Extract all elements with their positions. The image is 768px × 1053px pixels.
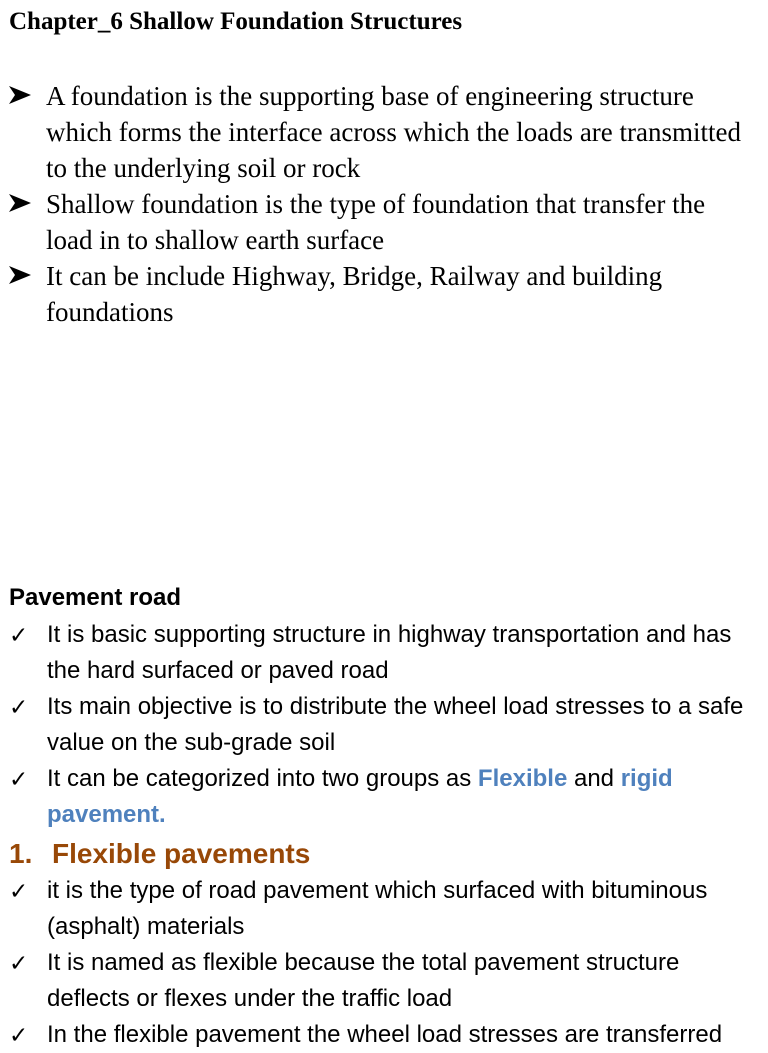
list-item <box>9 761 759 833</box>
list-item <box>8 186 758 258</box>
arrow-bullet-icon <box>8 258 38 294</box>
list-item-text: In the flexible pavement the wheel load stresses are transferred <box>47 1021 723 1048</box>
arrow-bullet-icon <box>8 78 38 114</box>
list-item <box>8 258 758 330</box>
list-item <box>9 945 759 1017</box>
list-item-text: A foundation is the supporting base of engineering structure which forms the interface across which the loads are transmitted to the underlying soil or rock <box>46 81 741 183</box>
list-item <box>9 1017 759 1053</box>
list-item <box>8 78 758 186</box>
arrow-bullet-icon <box>8 186 38 222</box>
pavement-section <box>9 580 759 1053</box>
list-item <box>9 873 759 945</box>
list-item-text: Its main objective is to distribute the wheel load stresses to a safe value on the sub-grade soil <box>47 693 744 756</box>
list-item-text: Shallow foundation is the type of foundation that transfer the load in to shallow earth surface <box>46 189 706 255</box>
intro-bullet-list <box>8 78 758 330</box>
flexible-pavements-heading <box>9 835 759 873</box>
check-mark-icon: ✓ <box>9 1022 29 1048</box>
rigid-term: rigid pavement. <box>47 765 673 828</box>
list-item <box>9 689 759 761</box>
list-item-text <box>47 765 673 828</box>
check-mark-icon: ✓ <box>9 694 29 720</box>
categorized-and: and <box>567 765 621 792</box>
list-item-text: It is basic supporting structure in highway transportation and has the hard surfaced or paved road <box>47 621 732 684</box>
list-item <box>9 617 759 689</box>
list-item-text: it is the type of road pavement which surfaced with bituminous (asphalt) materials <box>47 877 708 940</box>
check-mark-icon: ✓ <box>9 766 29 792</box>
list-item-text: It is named as flexible because the total pavement structure deflects or flexes under the traffic load <box>47 949 680 1012</box>
check-mark-icon: ✓ <box>9 622 29 648</box>
page-title: Chapter_6 Shallow Foundation Structures <box>9 8 463 35</box>
section-heading: Pavement road <box>9 584 182 611</box>
heading-number: 1. <box>9 838 33 869</box>
check-mark-icon: ✓ <box>9 878 29 904</box>
check-mark-icon: ✓ <box>9 950 29 976</box>
list-item-text: It can be include Highway, Bridge, Railway and building foundations <box>46 261 663 327</box>
categorized-prefix: It can be categorized into two groups as <box>47 765 478 792</box>
flexible-term: Flexible <box>477 765 568 792</box>
heading-text: Flexible pavements <box>52 838 311 869</box>
